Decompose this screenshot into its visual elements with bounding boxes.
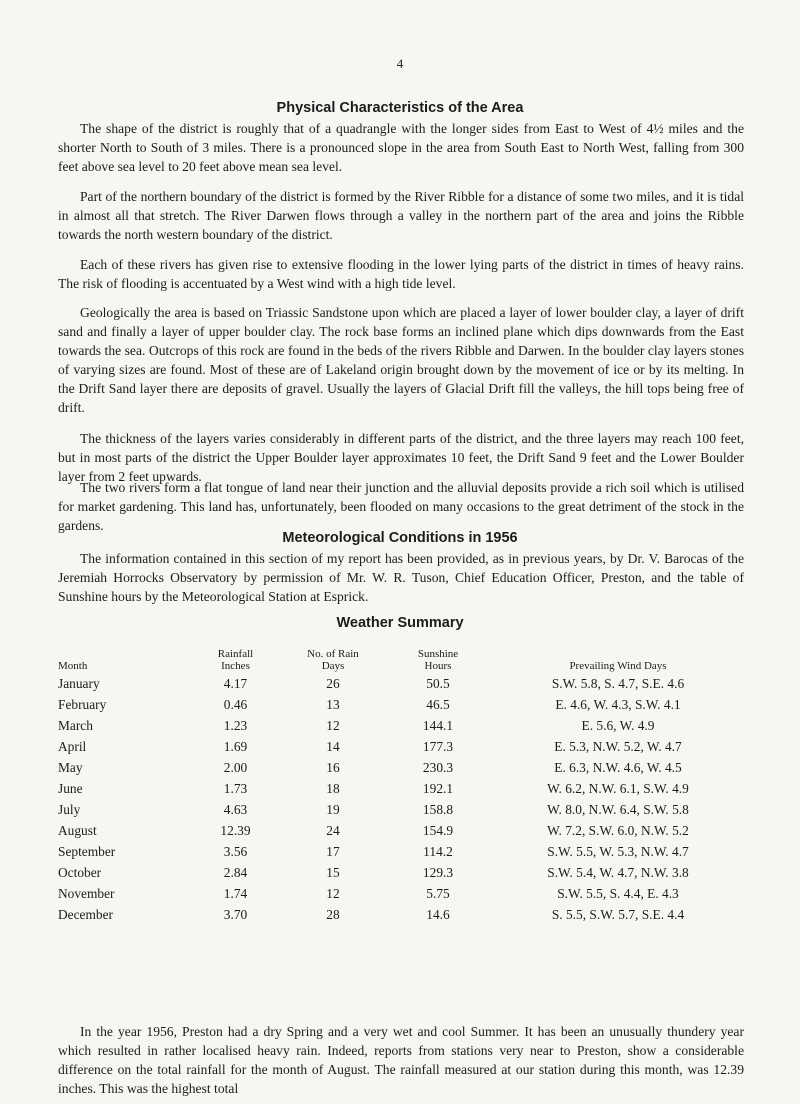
cell-prevailing-wind: S. 5.5, S.W. 5.7, S.E. 4.4 bbox=[551, 906, 685, 922]
cell-month: September bbox=[58, 843, 116, 859]
paragraph-shape: The shape of the district is roughly that of a quadrangle with the longer sides from East to West of 4½ miles and the shorter North to South of 3 miles. There is a pronounced slope in the area from South East to North West, falling from 300 feet above sea level to 20 feet above mean sea level. bbox=[58, 121, 744, 174]
cell-rain-days: 12 bbox=[326, 885, 340, 901]
cell-rainfall: 2.84 bbox=[223, 864, 248, 880]
cell-month: July bbox=[58, 801, 81, 817]
meteorological-heading: Meteorological Conditions in 1956 bbox=[282, 530, 518, 546]
cell-rain-days: 19 bbox=[326, 801, 340, 817]
cell-sunshine: 129.3 bbox=[422, 864, 454, 880]
paragraph-geology: Geologically the area is based on Triassic Sandstone upon which are placed a layer of lower boulder clay, a layer of drift sand and finally a layer of upper boulder clay. The rock base forms an inclined plane which dips downwards from the East towards the sea. Outcrops of this rock are found in the beds of the rivers Ribble and Darwen. In the boulder clay layers stones of varying sizes are found. Most of these are of Lakeland origin brought down by the movement of ice or by its melting. In the Drift Sand layer there are deposits of gravel. Usually the layers of Glacial Drift fill the valleys, the hill tops being free of drift. bbox=[58, 305, 744, 415]
cell-rainfall: 3.56 bbox=[223, 843, 248, 859]
cell-rain-days: 14 bbox=[326, 738, 340, 754]
cell-prevailing-wind: E. 4.6, W. 4.3, S.W. 4.1 bbox=[555, 696, 681, 712]
header-sunshine: Sunshine Hours bbox=[417, 648, 459, 672]
cell-sunshine: 154.9 bbox=[422, 822, 454, 838]
cell-month: April bbox=[58, 738, 87, 754]
cell-rainfall: 12.39 bbox=[220, 822, 251, 838]
cell-rainfall: 1.69 bbox=[223, 738, 248, 754]
cell-month: March bbox=[58, 717, 93, 733]
paragraph-meteorological: The information contained in this section of my report has been provided, as in previous years, by Dr. V. Barocas of the Jeremiah Horrocks Observatory by permission of Mr. W. R. Tuson, Chief Education Officer, Preston, and the table of Sunshine hours by the Meteorological Station at Esprick. bbox=[58, 551, 744, 604]
cell-sunshine: 5.75 bbox=[426, 885, 450, 901]
cell-prevailing-wind: W. 8.0, N.W. 6.4, S.W. 5.8 bbox=[547, 801, 689, 817]
cell-prevailing-wind: E. 5.3, N.W. 5.2, W. 4.7 bbox=[554, 738, 682, 754]
cell-rainfall: 1.73 bbox=[223, 780, 248, 796]
physical-characteristics-heading: Physical Characteristics of the Area bbox=[276, 100, 524, 116]
header-prevailing-wind: Prevailing Wind Days bbox=[569, 660, 667, 672]
cell-sunshine: 230.3 bbox=[422, 759, 454, 775]
cell-rain-days: 15 bbox=[326, 864, 340, 880]
header-month: Month bbox=[58, 660, 88, 672]
cell-rain-days: 26 bbox=[326, 675, 340, 691]
cell-month: November bbox=[58, 885, 115, 901]
paragraph-rivers: Part of the northern boundary of the district is formed by the River Ribble for a distance of some two miles, and it is tidal in almost all that stretch. The River Darwen flows through a valley in the northern part of the area and joins the Ribble towards the north western boundary of the district. bbox=[58, 189, 744, 242]
paragraph-thickness: The thickness of the layers varies considerably in different parts of the district, and the three layers may reach 100 feet, but in most parts of the district the Upper Boulder layer approximates 10 feet, the Drift Sand 9 feet and the Lower Boulder layer from 2 feet upwards. bbox=[58, 431, 744, 484]
table-row bbox=[58, 757, 748, 778]
cell-prevailing-wind: S.W. 5.5, S. 4.4, E. 4.3 bbox=[557, 885, 679, 901]
cell-month: January bbox=[58, 675, 100, 691]
table-row bbox=[58, 715, 748, 736]
table-row bbox=[58, 841, 748, 862]
weather-table-body bbox=[58, 673, 748, 925]
page-number: 4 bbox=[396, 56, 404, 71]
cell-rain-days: 24 bbox=[326, 822, 340, 838]
cell-sunshine: 50.5 bbox=[426, 675, 450, 691]
cell-sunshine: 144.1 bbox=[422, 717, 454, 733]
cell-rainfall: 3.70 bbox=[223, 906, 248, 922]
cell-rain-days: 28 bbox=[326, 906, 340, 922]
header-rainfall: Rainfall Inches bbox=[217, 648, 254, 672]
weather-summary-table bbox=[58, 642, 748, 925]
table-row bbox=[58, 904, 748, 925]
cell-sunshine: 192.1 bbox=[422, 780, 454, 796]
cell-prevailing-wind: S.W. 5.8, S. 4.7, S.E. 4.6 bbox=[551, 675, 685, 691]
table-row bbox=[58, 778, 748, 799]
cell-prevailing-wind: E. 5.6, W. 4.9 bbox=[581, 717, 655, 733]
table-row bbox=[58, 799, 748, 820]
table-row bbox=[58, 862, 748, 883]
cell-sunshine: 46.5 bbox=[426, 696, 450, 712]
table-row bbox=[58, 673, 748, 694]
cell-rainfall: 1.74 bbox=[223, 885, 248, 901]
cell-rain-days: 12 bbox=[326, 717, 340, 733]
cell-month: June bbox=[58, 780, 83, 796]
table-row bbox=[58, 736, 748, 757]
cell-prevailing-wind: W. 7.2, S.W. 6.0, N.W. 5.2 bbox=[547, 822, 689, 838]
cell-month: October bbox=[58, 864, 102, 880]
weather-summary-heading: Weather Summary bbox=[336, 615, 464, 631]
cell-month: February bbox=[58, 696, 107, 712]
cell-sunshine: 177.3 bbox=[422, 738, 454, 754]
cell-prevailing-wind: S.W. 5.4, W. 4.7, N.W. 3.8 bbox=[547, 864, 689, 880]
cell-rain-days: 17 bbox=[326, 843, 340, 859]
cell-month: December bbox=[58, 906, 114, 922]
cell-rain-days: 18 bbox=[326, 780, 340, 796]
header-rain-days: No. of Rain Days bbox=[307, 648, 359, 672]
table-row bbox=[58, 694, 748, 715]
cell-prevailing-wind: E. 6.3, N.W. 4.6, W. 4.5 bbox=[554, 759, 682, 775]
table-header-row bbox=[58, 642, 748, 673]
cell-sunshine: 14.6 bbox=[426, 906, 450, 922]
cell-month: May bbox=[58, 759, 83, 775]
table-row bbox=[58, 820, 748, 841]
paragraph-alluvial: The two rivers form a flat tongue of land near their junction and the alluvial deposits provide a rich soil which is utilised for market gardening. This land has, unfortunately, been flooded on many occasions to the great detriment of the stock in the gardens. bbox=[58, 480, 744, 533]
cell-rainfall: 2.00 bbox=[223, 759, 248, 775]
cell-prevailing-wind: S.W. 5.5, W. 5.3, N.W. 4.7 bbox=[547, 843, 689, 859]
cell-rain-days: 16 bbox=[326, 759, 340, 775]
cell-prevailing-wind: W. 6.2, N.W. 6.1, S.W. 4.9 bbox=[547, 780, 689, 796]
paragraph-flooding: Each of these rivers has given rise to extensive flooding in the lower lying parts of the district in times of heavy rains. The risk of flooding is accentuated by a West wind with a high tide level. bbox=[58, 257, 744, 291]
cell-rainfall: 4.63 bbox=[223, 801, 248, 817]
cell-month: August bbox=[58, 822, 97, 838]
cell-rainfall: 1.23 bbox=[223, 717, 248, 733]
cell-rainfall: 4.17 bbox=[223, 675, 248, 691]
paragraph-year-summary: In the year 1956, Preston had a dry Spring and a very wet and cool Summer. It has been an unusually thundery year which resulted in rather localised heavy rain. Indeed, reports from stations very near to Preston, show a considerable difference on the total rainfall for the month of August. The rainfall measured at our station during this month, was 12.39 inches. This was the highest total bbox=[58, 1024, 744, 1096]
cell-rain-days: 13 bbox=[326, 696, 340, 712]
cell-sunshine: 114.2 bbox=[423, 843, 453, 859]
cell-rainfall: 0.46 bbox=[223, 696, 248, 712]
cell-sunshine: 158.8 bbox=[422, 801, 454, 817]
table-row bbox=[58, 883, 748, 904]
